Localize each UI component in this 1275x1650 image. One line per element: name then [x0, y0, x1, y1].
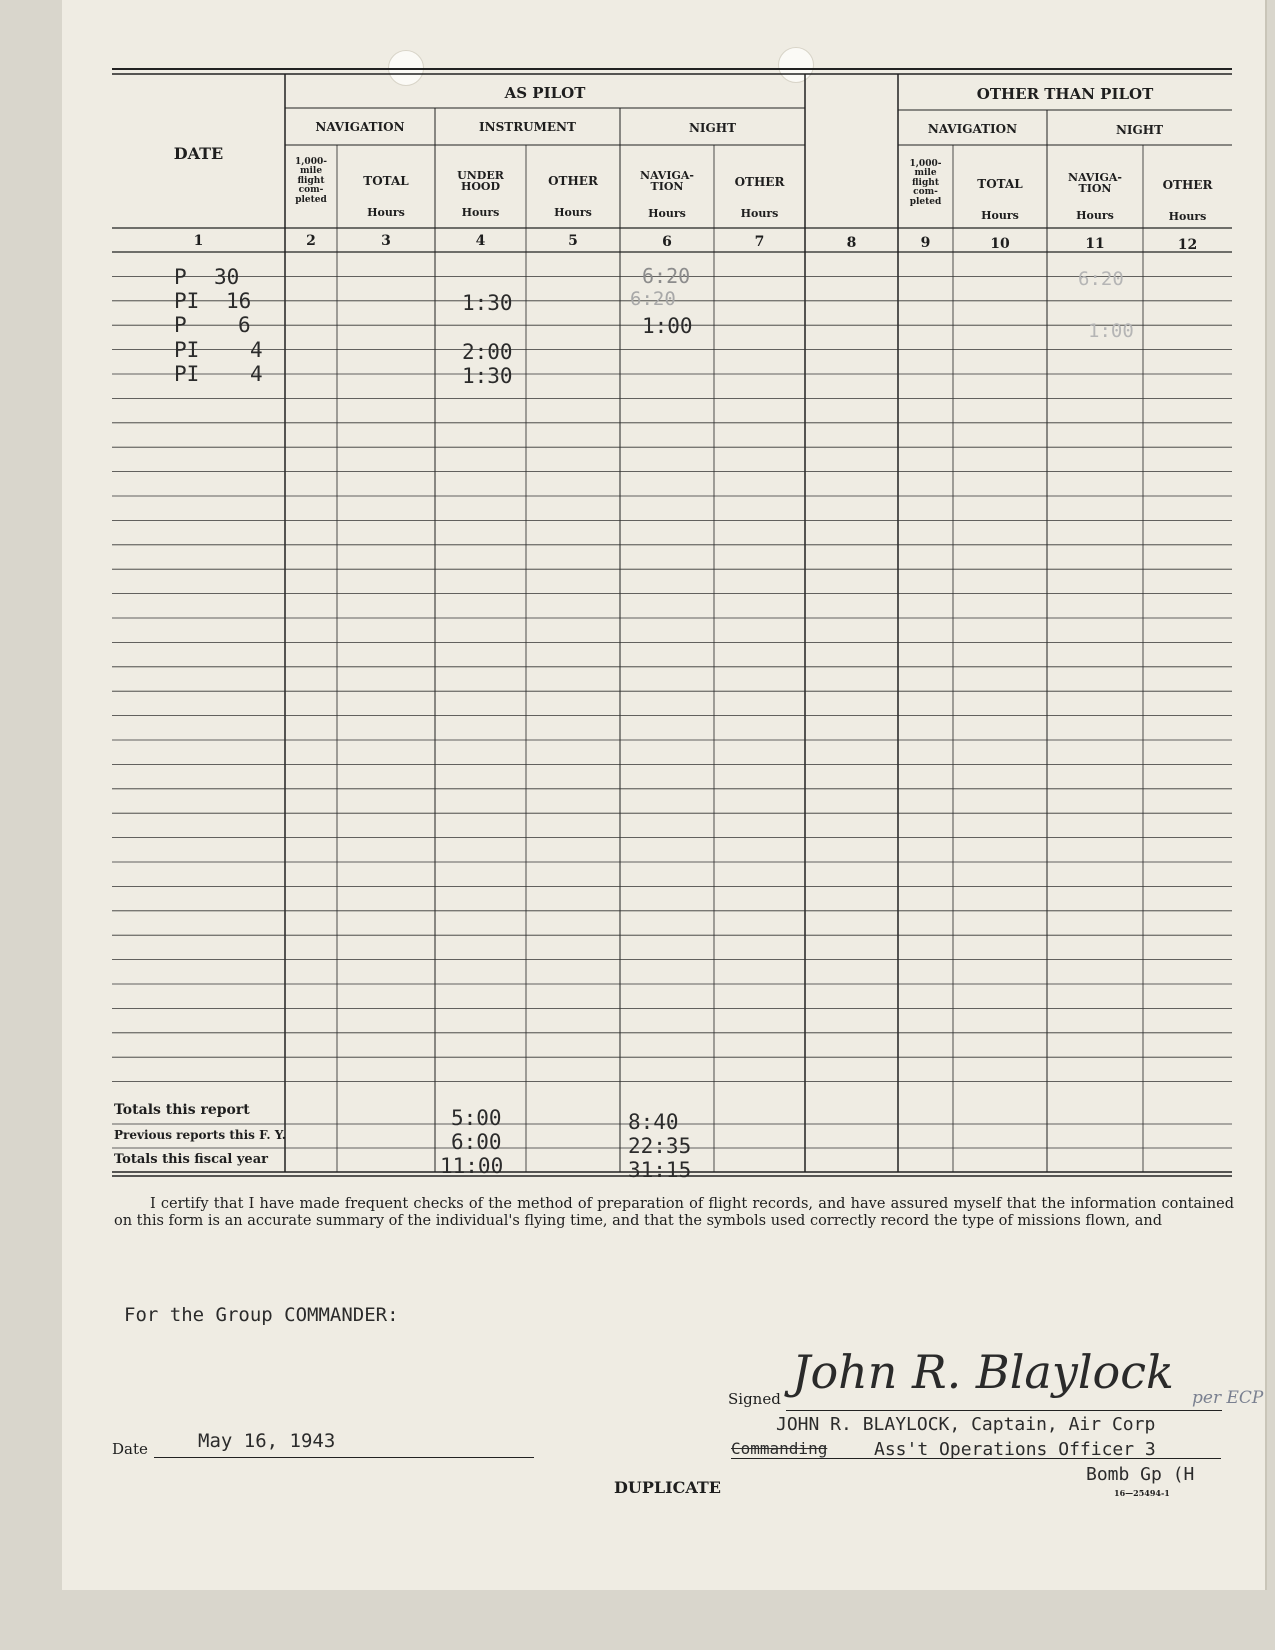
- totals-fiscal-year-label: Totals this fiscal year: [114, 1152, 268, 1167]
- for-group-commander: For the Group COMMANDER:: [124, 1304, 399, 1326]
- unit-name: Bomb Gp (H: [1086, 1464, 1195, 1485]
- entry-type: PI: [174, 289, 200, 313]
- col4-hours: Hours: [461, 206, 500, 219]
- column-number: 4: [475, 233, 486, 249]
- col5-hours: Hours: [554, 206, 592, 219]
- night-heading: NIGHT: [688, 121, 737, 135]
- entry-under-hood: 1:30: [462, 364, 513, 388]
- entry-other-night-navigation: 1:00: [1088, 320, 1134, 342]
- column-number: 6: [662, 234, 672, 250]
- col6-hours: Hours: [648, 207, 686, 220]
- date-label: Date: [112, 1440, 148, 1458]
- col9-subheader: 1,000- mile flight com- pleted: [909, 159, 942, 207]
- col3-subheader: TOTAL: [363, 174, 409, 188]
- entry-under-hood: 2:00: [462, 340, 513, 364]
- totals-fiscal-year-under-hood: 11:00: [440, 1154, 504, 1178]
- col5-subheader: OTHER: [548, 174, 598, 188]
- col3-hours: Hours: [367, 206, 405, 219]
- duplicate-stamp: DUPLICATE: [614, 1478, 721, 1497]
- entry-day: 6: [238, 313, 251, 337]
- totals-this-report-label: Totals this report: [114, 1102, 250, 1118]
- entry-type: P: [174, 313, 187, 337]
- col6-subheader: NAVIGA- TION: [640, 169, 694, 193]
- entry-under-hood: 1:30: [462, 291, 513, 315]
- signer-name: JOHN R. BLAYLOCK, Captain, Air Corp: [776, 1414, 1156, 1435]
- handwritten-signature: John R. Blaylock: [792, 1345, 1174, 1399]
- navigation-heading-2: NAVIGATION: [927, 122, 1018, 136]
- col11-hours: Hours: [1076, 209, 1114, 222]
- certification-text: I certify that I have made frequent checks of the method of preparation of flight records, and have assured myself that the information contained on this form is an accurate summary of the individual's flying time, and that the symbols used correctly record the type of missions flown, and: [114, 1196, 1234, 1229]
- entry-day: 4: [250, 362, 263, 386]
- totals-this-report-under-hood: 5:00: [451, 1106, 502, 1130]
- night-heading-2: NIGHT: [1115, 123, 1164, 137]
- col12-subheader: OTHER: [1162, 178, 1213, 192]
- col10-subheader: TOTAL: [977, 177, 1023, 191]
- other-than-pilot-heading: OTHER THAN PILOT: [976, 85, 1154, 103]
- signature-initials: per ECP: [1192, 1388, 1264, 1408]
- signature-line: [786, 1410, 1222, 1411]
- form-number: 16—25494-1: [1114, 1488, 1170, 1498]
- column-number: 5: [568, 233, 578, 249]
- entry-night-navigation: 1:00: [642, 314, 693, 338]
- entry-night-navigation: 6:20: [642, 264, 691, 288]
- col11-subheader: NAVIGA- TION: [1068, 171, 1122, 195]
- col2-subheader: 1,000- mile flight com- pleted: [295, 157, 327, 205]
- entry-day: 16: [226, 289, 252, 313]
- date-line: [154, 1457, 534, 1458]
- entry-night-navigation: 6:20: [630, 288, 676, 310]
- as-pilot-heading: AS PILOT: [504, 84, 586, 102]
- entry-type: PI: [174, 338, 200, 362]
- signed-label: Signed: [728, 1390, 781, 1408]
- previous-reports-label: Previous reports this F. Y.: [114, 1128, 286, 1142]
- col10-hours: Hours: [981, 209, 1019, 222]
- date-value: May 16, 1943: [198, 1430, 336, 1452]
- col4-subheader: UNDER HOOD: [457, 169, 504, 193]
- instrument-heading: INSTRUMENT: [479, 120, 576, 134]
- column-number: 8: [846, 235, 857, 251]
- navigation-heading: NAVIGATION: [315, 120, 405, 134]
- column-number: 11: [1085, 236, 1105, 252]
- commanding-label: Commanding: [731, 1439, 828, 1458]
- entry-day: 30: [214, 265, 240, 289]
- previous-reports-under-hood: 6:00: [451, 1130, 502, 1154]
- entry-other-night-navigation: 6:20: [1078, 268, 1124, 290]
- totals-this-report-night-navigation: 8:40: [628, 1110, 679, 1134]
- entry-type: P: [174, 265, 187, 289]
- col7-subheader: OTHER: [734, 175, 785, 189]
- totals-fiscal-year-night-navigation: 31:15: [628, 1158, 692, 1182]
- col7-hours: Hours: [740, 207, 779, 220]
- column-number: 7: [754, 234, 765, 250]
- column-number: 10: [990, 236, 1010, 252]
- signer-title: Ass't Operations Officer 3: [874, 1439, 1156, 1460]
- column-number: 3: [381, 233, 391, 249]
- previous-reports-night-navigation: 22:35: [628, 1134, 692, 1158]
- col12-hours: Hours: [1168, 210, 1207, 223]
- column-number: 2: [306, 233, 316, 249]
- column-number: 12: [1177, 237, 1198, 253]
- column-number: 9: [920, 235, 931, 251]
- date-heading: DATE: [173, 144, 224, 163]
- entry-type: PI: [174, 362, 200, 386]
- entry-day: 4: [250, 338, 263, 362]
- column-number: 1: [193, 233, 204, 249]
